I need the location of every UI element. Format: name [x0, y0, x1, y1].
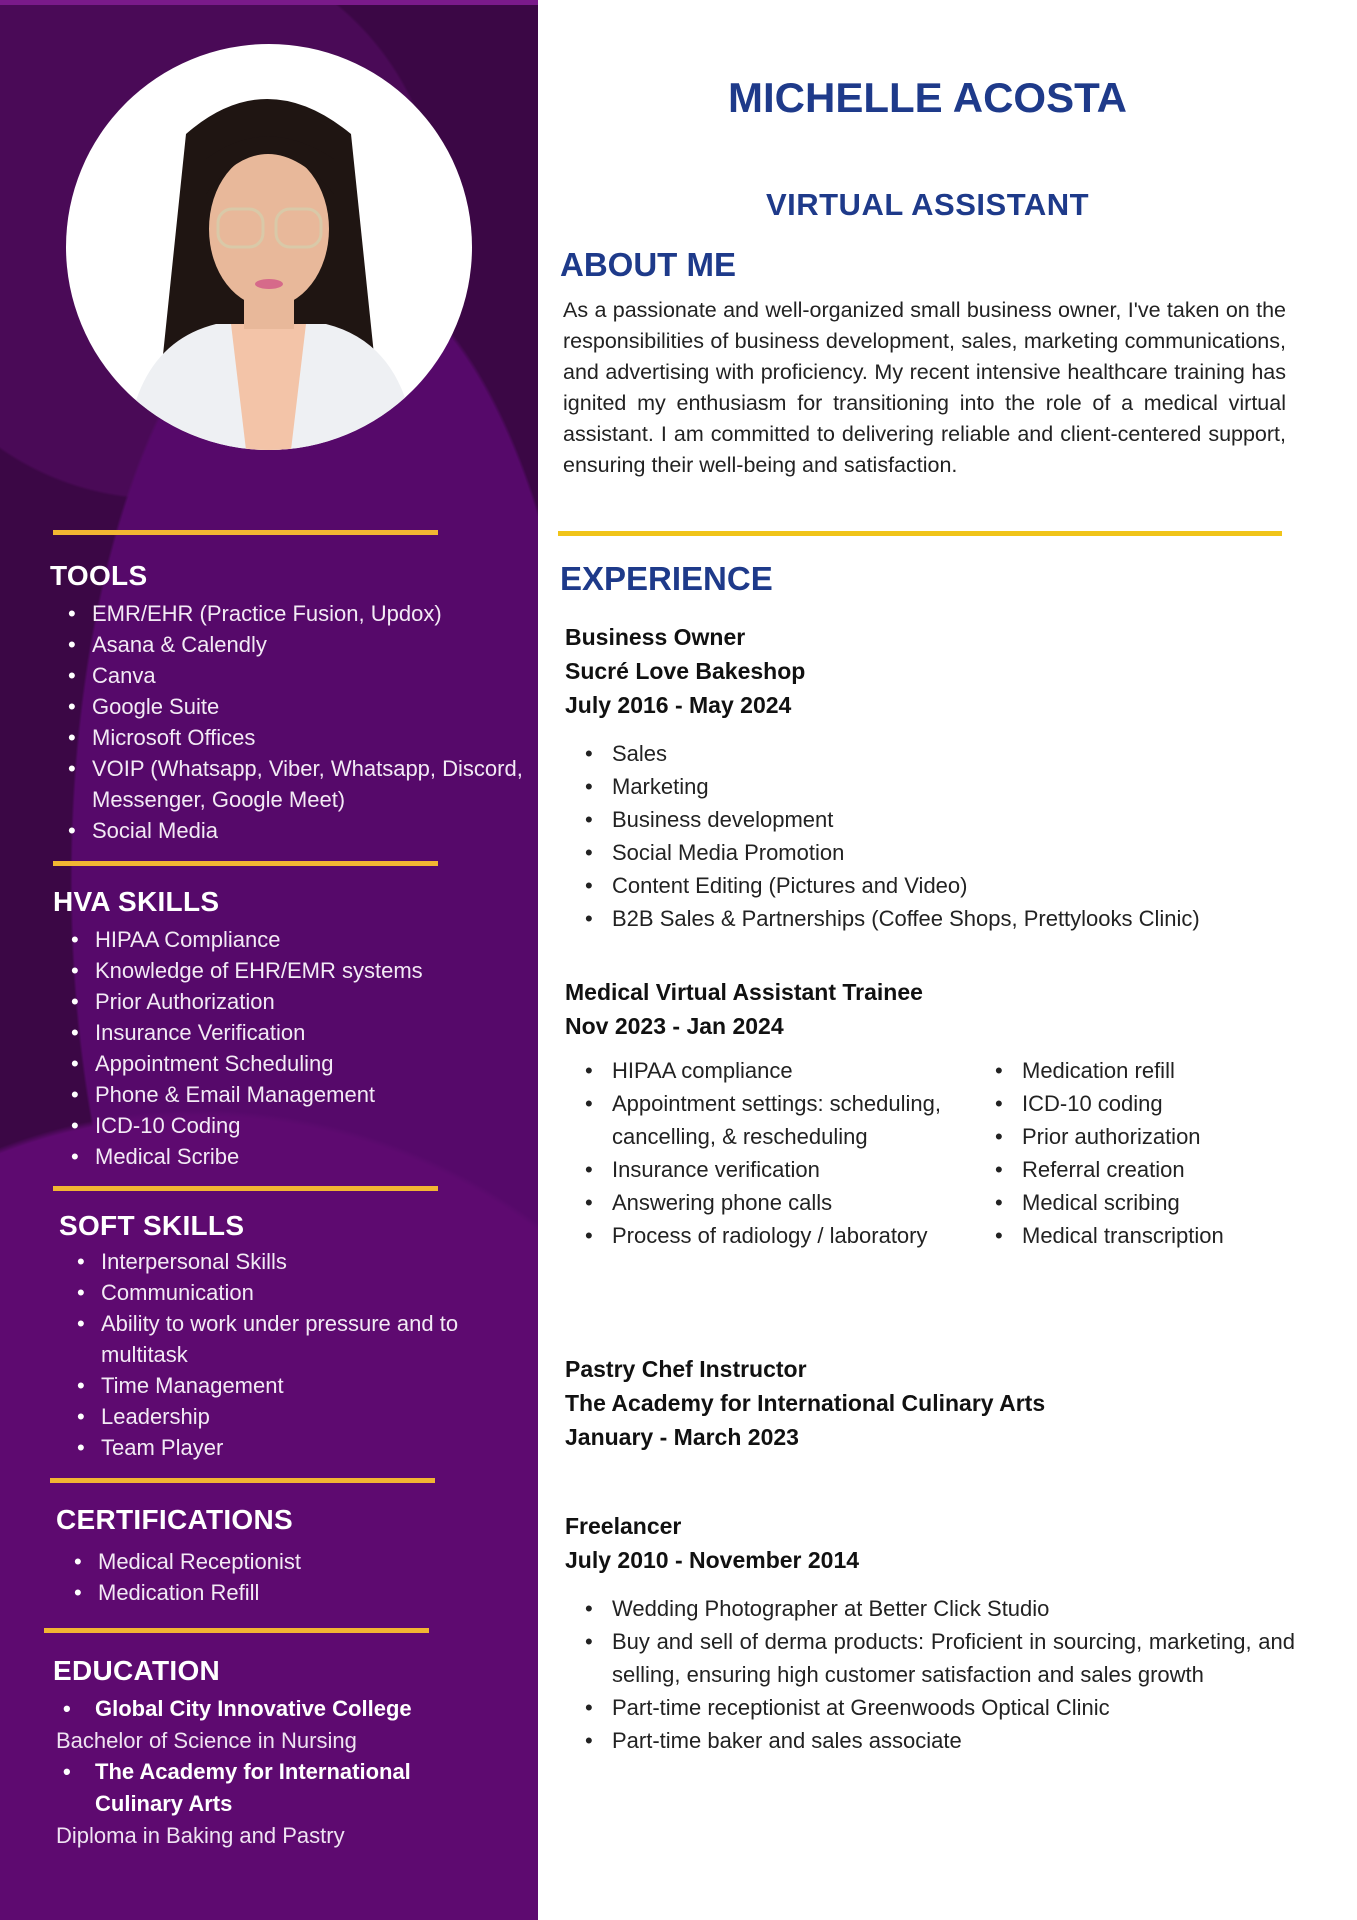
school-name: Global City Innovative College: [95, 1696, 412, 1721]
list-item: • Medication Refill: [56, 1577, 526, 1608]
list-item: • Team Player: [59, 1432, 529, 1463]
divider: [53, 1186, 438, 1191]
list-item: • Medical scribing: [975, 1186, 1295, 1219]
list-item: • Appointment settings: scheduling, cancelling, & rescheduling: [565, 1087, 975, 1153]
list-item: • Medication refill: [975, 1054, 1295, 1087]
list-item: • Communication: [59, 1277, 529, 1308]
list-item: • Knowledge of EHR/EMR systems: [53, 955, 533, 986]
hva-skills-list: [53, 924, 533, 1172]
list-item: • Marketing: [565, 770, 1295, 803]
experience-heading: EXPERIENCE: [560, 560, 773, 597]
job-role: Freelancer: [565, 1513, 682, 1539]
list-item: • Business development: [565, 803, 1295, 836]
list-item: • Prior authorization: [975, 1120, 1295, 1153]
list-item: • Appointment Scheduling: [53, 1048, 533, 1079]
list-item: • Medical Scribe: [53, 1141, 533, 1172]
job-detail: Nov 2023 - Jan 2024: [565, 1013, 784, 1039]
job-detail: July 2016 - May 2024: [565, 692, 792, 718]
job-role: Business Owner: [565, 624, 746, 650]
job-detail: Sucré Love Bakeshop: [565, 658, 806, 684]
list-item: • Canva: [50, 660, 530, 691]
divider: [53, 530, 438, 535]
candidate-name: MICHELLE ACOSTA: [728, 74, 1127, 121]
list-item: • Interpersonal Skills: [59, 1246, 529, 1277]
soft-skills-list: [59, 1246, 529, 1463]
degree: Diploma in Baking and Pastry: [56, 1823, 345, 1848]
divider: [50, 1478, 435, 1483]
education-section: [53, 1655, 523, 1851]
list-item: • Medical transcription: [975, 1219, 1295, 1252]
profile-photo: [66, 44, 472, 450]
divider: [44, 1628, 429, 1633]
job-detail: January - March 2023: [565, 1424, 799, 1450]
list-item: • B2B Sales & Partnerships (Coffee Shops, Prettylooks Clinic): [565, 902, 1295, 935]
list-item: • Insurance Verification: [53, 1017, 533, 1048]
list-item: • ICD-10 coding: [975, 1087, 1295, 1120]
list-item: • Referral creation: [975, 1153, 1295, 1186]
education-entry: [53, 1693, 473, 1725]
job-pastry-chef: [565, 1352, 1295, 1454]
degree: Bachelor of Science in Nursing: [56, 1728, 357, 1753]
list-item: • HIPAA compliance: [565, 1054, 975, 1087]
job-duties-left: [565, 1054, 975, 1252]
section-heading: HVA SKILLS: [53, 886, 220, 917]
job-role: Medical Virtual Assistant Trainee: [565, 979, 923, 1005]
list-item: • Part-time receptionist at Greenwoods Optical Clinic: [565, 1691, 1295, 1724]
tools-list: [50, 598, 530, 846]
job-duties: [565, 1592, 1295, 1757]
school-name: The Academy for International Culinary Arts: [95, 1759, 411, 1816]
section-heading: TOOLS: [50, 560, 148, 591]
list-item: • Insurance verification: [565, 1153, 975, 1186]
hva-skills-section: [53, 886, 533, 1172]
job-detail: The Academy for International Culinary Arts: [565, 1390, 1046, 1416]
list-item: • Time Management: [59, 1370, 529, 1401]
list-item: • Phone & Email Management: [53, 1079, 533, 1110]
list-item: • Medical Receptionist: [56, 1546, 526, 1577]
education-list: [53, 1693, 523, 1851]
job-detail: July 2010 - November 2014: [565, 1547, 860, 1573]
job-freelancer: [565, 1509, 1295, 1757]
certifications-list: [56, 1546, 526, 1608]
list-item: • VOIP (Whatsapp, Viber, Whatsapp, Discord, Messenger, Google Meet): [50, 753, 530, 815]
divider: [558, 531, 1282, 536]
job-business-owner: [565, 620, 1295, 935]
education-entry: [53, 1756, 473, 1820]
list-item: • Answering phone calls: [565, 1186, 975, 1219]
list-item: • Content Editing (Pictures and Video): [565, 869, 1295, 902]
top-bar: [0, 0, 538, 5]
list-item: • Asana & Calendly: [50, 629, 530, 660]
about-text: As a passionate and well-organized small business owner, I've taken on the responsibilities of business development, sales, marketing communications, and advertising with proficiency. My recent intensive healthcare training has ignited my enthusiasm for transitioning into the role of a medical virtual assistant. I am committed to delivering reliable and client-centered support, ensuring their well-being and satisfaction.: [563, 298, 1286, 477]
bullet-icon: •: [63, 1759, 71, 1784]
section-heading: EDUCATION: [53, 1655, 221, 1686]
tools-section: [50, 560, 530, 846]
job-title: VIRTUAL ASSISTANT: [765, 187, 1090, 222]
list-item: • Leadership: [59, 1401, 529, 1432]
list-item: • Social Media: [50, 815, 530, 846]
list-item: • Wedding Photographer at Better Click Studio: [565, 1592, 1295, 1625]
about-heading: ABOUT ME: [560, 246, 736, 283]
list-item: • Ability to work under pressure and to multitask: [59, 1308, 529, 1370]
list-item: • Prior Authorization: [53, 986, 533, 1017]
bullet-icon: •: [63, 1696, 71, 1721]
list-item: • Sales: [565, 737, 1295, 770]
list-item: • HIPAA Compliance: [53, 924, 533, 955]
list-item: • Google Suite: [50, 691, 530, 722]
job-duties: [565, 737, 1295, 935]
list-item: • EMR/EHR (Practice Fusion, Updox): [50, 598, 530, 629]
list-item: • ICD-10 Coding: [53, 1110, 533, 1141]
list-item: • Social Media Promotion: [565, 836, 1295, 869]
section-heading: SOFT SKILLS: [59, 1210, 245, 1241]
job-duties-right: [975, 1054, 1295, 1252]
list-item: • Part-time baker and sales associate: [565, 1724, 1295, 1757]
divider: [53, 861, 438, 866]
list-item: • Buy and sell of derma products: Proficient in sourcing, marketing, and selling, ensuring high customer satisfaction and sales growth: [565, 1625, 1295, 1691]
job-role: Pastry Chef Instructor: [565, 1356, 807, 1382]
job-mva-trainee: [565, 975, 1295, 1252]
list-item: • Microsoft Offices: [50, 722, 530, 753]
section-heading: CERTIFICATIONS: [56, 1504, 294, 1535]
certifications-section: [56, 1504, 526, 1608]
list-item: • Process of radiology / laboratory: [565, 1219, 975, 1252]
soft-skills-section: [59, 1210, 529, 1463]
